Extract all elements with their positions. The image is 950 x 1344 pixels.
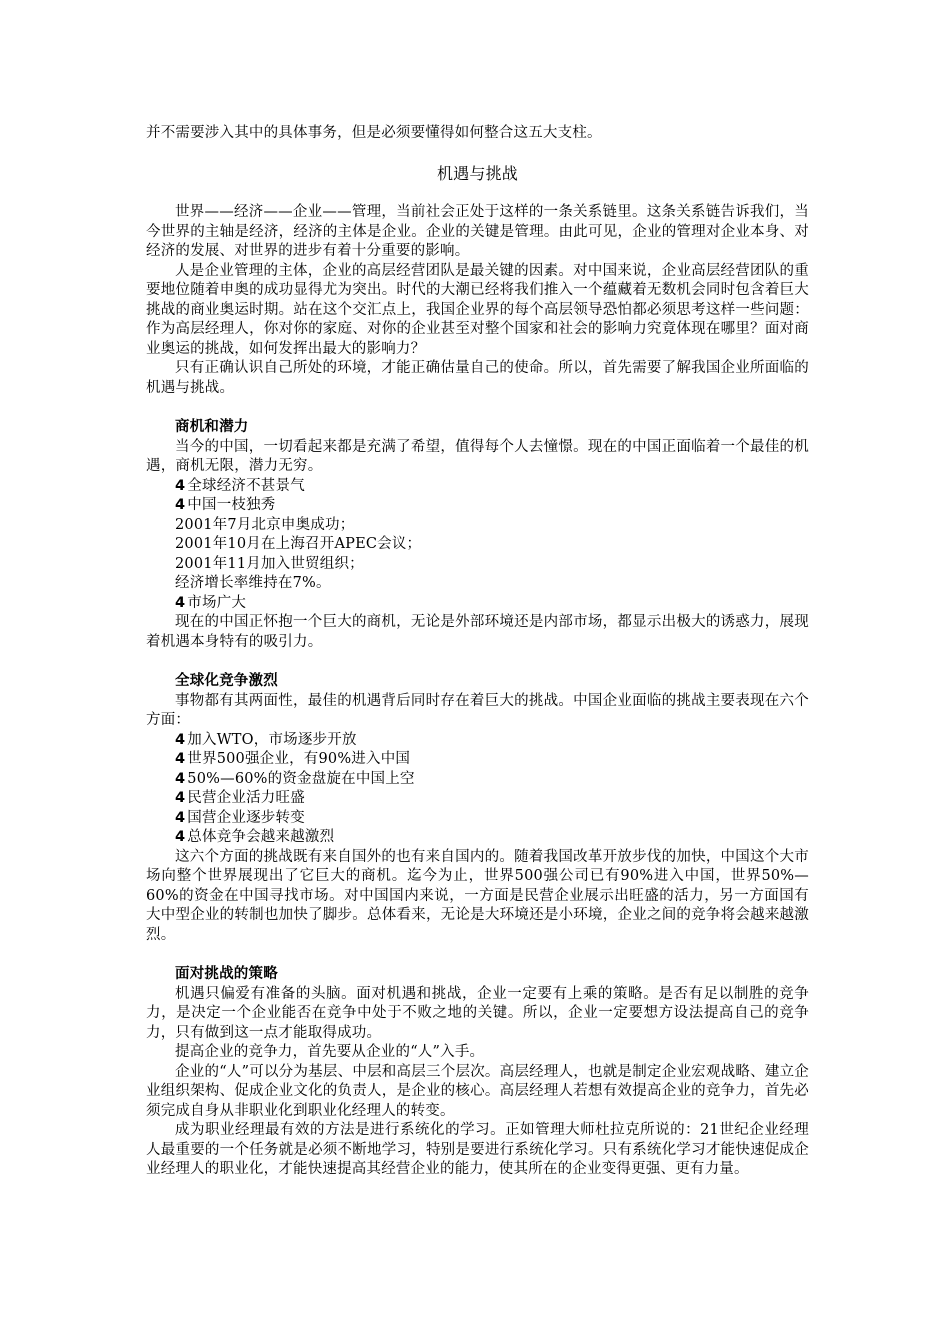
page-title: 机遇与挑战	[436, 163, 518, 183]
list-item-text: 民营企业活力旺盛	[187, 790, 305, 806]
spacer	[146, 652, 809, 672]
bullet-marker: 4	[175, 477, 186, 494]
list-item	[146, 477, 809, 497]
sub-item: 2001年11月加入世贸组织；	[175, 555, 364, 572]
paragraph: 企业的“人”可以分为基层、中层和高层三个层次。高层经理人，也就是制定企业宏观战略、建立企业组织架构、促成企业文化的负责人，是企业的核心。高层经理人若想有效提高企业的竞争力，首先必须完成自身从非职业化到职业化经理人的转变。	[146, 1063, 809, 1119]
list-item	[146, 750, 809, 770]
paragraph: 人是企业管理的主体，企业的高层经营团队是最关键的因素。对中国来说，企业高层经营团队的重要地位随着申奥的成功显得尤为突出。时代的大潮已经将我们推入一个蕴藏着无数机会同时包含着巨大挑战的商业奥运时期。站在这个交汇点上，我国企业界的每个高层领导恐怕都必须思考这样一些问题：作为高层经理人，你对你的家庭、对你的企业甚至对整个国家和社会的影响力究竟体现在哪里？面对商业奥运的挑战，如何发挥出最大的影响力？	[146, 262, 809, 357]
list-item-text: 中国一枝独秀	[187, 497, 276, 513]
paragraph: 提高企业的竞争力，首先要从企业的“人”入手。	[175, 1044, 485, 1060]
list-item	[146, 496, 809, 516]
document-page	[146, 124, 809, 1180]
list-item	[146, 809, 809, 829]
bullet-marker: 4	[175, 594, 186, 611]
list-item-text: 国营企业逐步转变	[187, 809, 305, 826]
paragraph: 机遇只偏爱有准备的头脑。面对机遇和挑战，企业一定要有上乘的策略。是否有足以制胜的竞争力，是决定一个企业能否在竞争中处于不败之地的关键。所以，企业一定要想方设法提高自己的竞争力，只有做到这一点才能取得成功。	[146, 985, 809, 1041]
section-heading-strategy: 面对挑战的策略	[175, 966, 278, 982]
spacer	[146, 398, 809, 418]
bullet-marker: 4	[175, 809, 186, 826]
paragraph: 事物都有其两面性，最佳的机遇背后同时存在着巨大的挑战。中国企业面临的挑战主要表现在六个方面：	[146, 692, 809, 728]
list-item-text: 世界500强企业，有90%进入中国	[187, 751, 411, 767]
spacer	[146, 945, 809, 965]
bullet-marker: 4	[175, 751, 186, 767]
sub-item: 2001年7月北京申奥成功；	[175, 516, 355, 533]
paragraph: 这六个方面的挑战既有来自国外的也有来自国内的。随着我国改革开放步伐的加快，中国这个大市场向整个世界展现出了它巨大的商机。迄今为止，世界500强公司已有90%进入中国，世界50%—60%的资金在中国寻找市场。对中国国内来说，一方面是民营企业展示出旺盛的活力，另一方面国有大中型企业的转制也加快了脚步。总体看来，无论是大环境还是小环境，企业之间的竞争将会越来越激烈。	[146, 848, 809, 943]
paragraph: 当今的中国，一切看起来都是充满了希望，值得每个人去憧憬。现在的中国正面临着一个最佳的机遇，商机无限，潜力无穷。	[146, 438, 809, 474]
paragraph: 只有正确认识自己所处的环境，才能正确估量自己的使命。所以，首先需要了解我国企业所面临的机遇与挑战。	[146, 360, 809, 396]
sub-item: 经济增长率维持在7%。	[175, 575, 331, 591]
list-item-text: 市场广大	[187, 594, 247, 611]
paragraph: 世界——经济——企业——管理，当前社会正处于这样的一条关系链里。这条关系链告诉我们，当今世界的主轴是经济，经济的主体是企业。企业的关键是管理。由此可见，企业的管理对企业本身、对经济的发展、对世界的进步有着十分重要的影响。	[146, 204, 809, 259]
intro-line: 并不需要涉入其中的具体事务，但是必须要懂得如何整合这五大支柱。	[146, 125, 602, 141]
list-item	[146, 828, 809, 848]
bullet-marker: 4	[175, 770, 186, 787]
section-heading-opportunity: 商机和潜力	[175, 419, 249, 435]
paragraph: 现在的中国正怀抱一个巨大的商机，无论是外部环境还是内部市场，都显示出极大的诱惑力，展现着机遇本身特有的吸引力。	[146, 614, 809, 650]
sub-item: 2001年10月在上海召开APEC会议；	[175, 536, 422, 552]
list-item-text: 50%—60%的资金盘旋在中国上空	[187, 770, 415, 787]
list-item	[146, 594, 809, 614]
bullet-marker: 4	[175, 829, 186, 845]
list-item	[146, 789, 809, 809]
list-item-text: 全球经济不甚景气	[187, 477, 305, 494]
list-item	[146, 731, 809, 751]
section-heading-competition: 全球化竞争激烈	[175, 673, 278, 689]
paragraph: 成为职业经理最有效的方法是进行系统化的学习。正如管理大师杜拉克所说的：21世纪企业经理人最重要的一个任务就是必须不断地学习，特别是要进行系统化学习。只有系统化学习才能快速促成企业经理人的职业化，才能快速提高其经营企业的能力，使其所在的企业变得更强、更有力量。	[146, 1122, 809, 1177]
list-item-text: 总体竞争会越来越激烈	[187, 829, 335, 845]
list-item	[146, 770, 809, 790]
bullet-marker: 4	[175, 790, 186, 806]
bullet-marker: 4	[175, 731, 186, 748]
list-item-text: 加入WTO，市场逐步开放	[187, 731, 357, 748]
bullet-marker: 4	[175, 497, 186, 513]
